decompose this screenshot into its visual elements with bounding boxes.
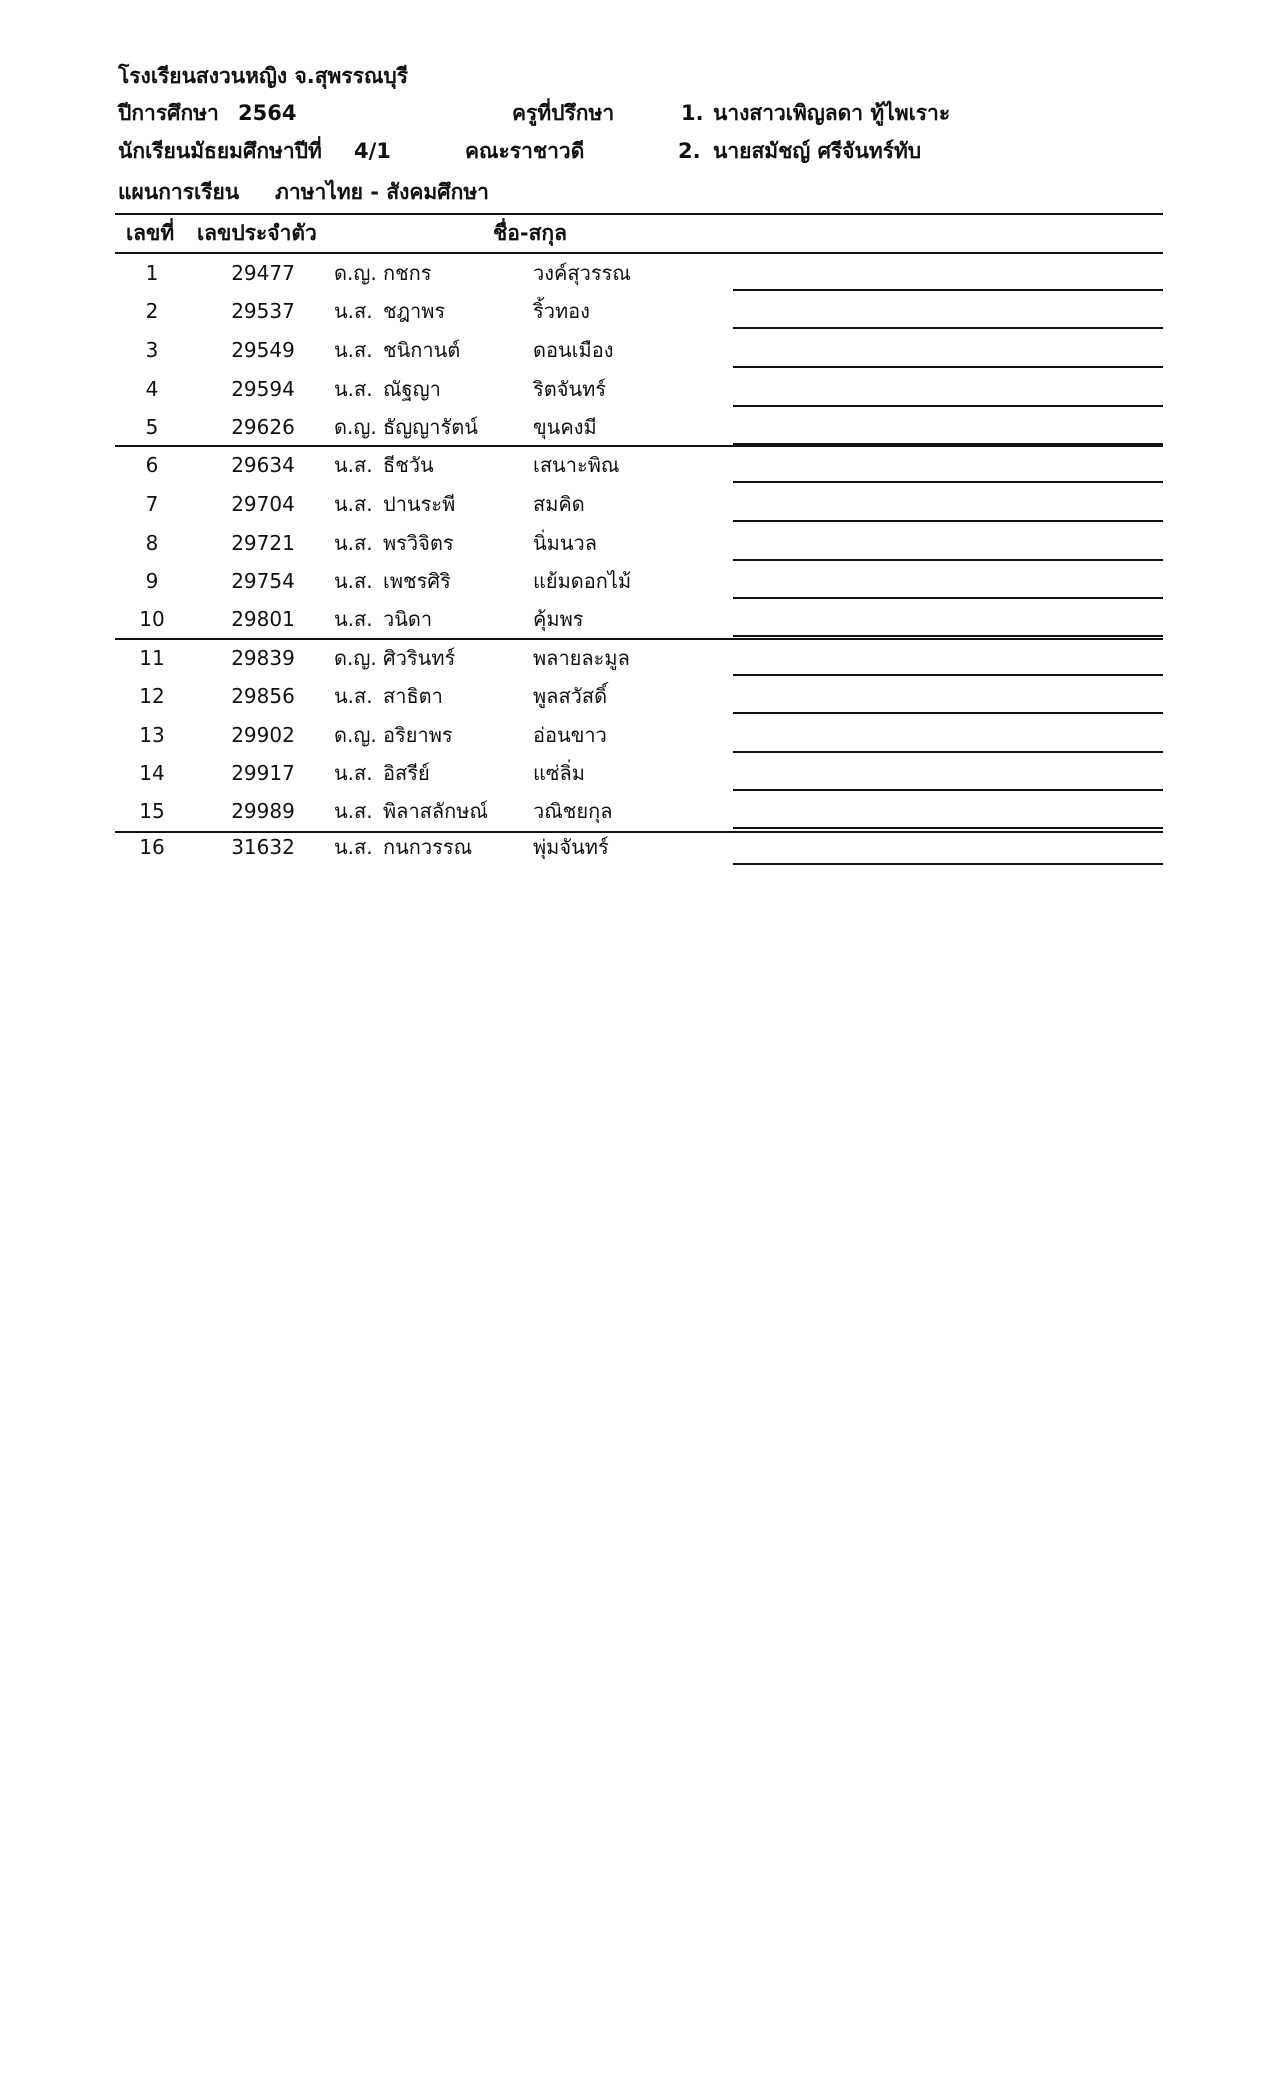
signature-line: [733, 789, 1163, 791]
name-prefix: ด.ญ.: [334, 261, 377, 285]
table-row: [0, 446, 1275, 484]
signature-line: [733, 597, 1163, 599]
table-row: [0, 828, 1275, 866]
row-number: 11: [139, 646, 165, 670]
name-prefix: น.ส.: [334, 761, 373, 785]
name-prefix: น.ส.: [334, 338, 373, 362]
name-prefix: น.ส.: [334, 835, 373, 859]
row-number: 15: [139, 799, 165, 823]
name-prefix: น.ส.: [334, 684, 373, 708]
first-name: กนกวรรณ: [383, 835, 473, 859]
table-row: [0, 792, 1275, 830]
signature-line: [733, 289, 1163, 291]
student-id: 29537: [231, 299, 295, 323]
student-id: 29704: [231, 492, 295, 516]
row-number: 5: [145, 415, 159, 439]
last-name: คุ้มพร: [533, 607, 584, 631]
last-name: พลายละมูล: [533, 646, 630, 670]
student-id: 29917: [231, 761, 295, 785]
student-id: 29839: [231, 646, 295, 670]
school-name: โรงเรียนสงวนหญิง จ.สุพรรณบุรี: [118, 64, 409, 88]
row-number: 10: [139, 607, 165, 631]
first-name: ธัญญารัตน์: [383, 415, 478, 439]
last-name: ริตจันทร์: [533, 377, 607, 401]
table-row: [0, 600, 1275, 638]
last-name: พุ่มจันทร์: [533, 835, 609, 859]
last-name: แย้มดอกไม้: [533, 569, 632, 593]
first-name: เพชรศิริ: [383, 569, 451, 593]
first-name: ศิวรินทร์: [383, 646, 456, 670]
last-name: ริ้วทอง: [533, 299, 590, 323]
table-row: [0, 716, 1275, 754]
last-name: นิ่มนวล: [533, 531, 598, 555]
column-header-full-name: ชื่อ-สกุล: [493, 221, 567, 245]
advisor-2-number: 2.: [678, 139, 701, 163]
row-number: 6: [145, 453, 159, 477]
signature-line: [733, 751, 1163, 753]
first-name: วนิดา: [383, 607, 433, 631]
last-name: พูลสวัสดิ์: [533, 684, 608, 708]
column-header-number: เลขที่: [126, 221, 175, 245]
first-name: อิสรีย์: [383, 761, 430, 785]
table-row: [0, 408, 1275, 446]
student-id: 29989: [231, 799, 295, 823]
last-name: เสนาะพิณ: [533, 453, 620, 477]
student-id: 29902: [231, 723, 295, 747]
first-name: ชฎาพร: [383, 299, 446, 323]
signature-line: [733, 559, 1163, 561]
last-name: วณิชยกุล: [533, 799, 613, 823]
student-id: 29477: [231, 261, 295, 285]
table-row: [0, 754, 1275, 792]
table-top-rule: [115, 213, 1163, 215]
first-name: อริยาพร: [383, 723, 453, 747]
signature-line: [733, 327, 1163, 329]
first-name: ชนิกานต์: [383, 338, 461, 362]
row-number: 9: [145, 569, 159, 593]
row-number: 14: [139, 761, 165, 785]
group-separator-rule: [115, 831, 1163, 833]
group-separator-rule: [115, 638, 1163, 640]
table-row: [0, 485, 1275, 523]
name-prefix: ด.ญ.: [334, 646, 377, 670]
signature-line: [733, 635, 1163, 637]
first-name: ธีชวัน: [383, 453, 434, 477]
advisor-1-number: 1.: [681, 101, 704, 125]
table-row: [0, 677, 1275, 715]
academic-year-value: 2564: [238, 101, 297, 125]
first-name: ณัฐญา: [383, 377, 441, 401]
name-prefix: ด.ญ.: [334, 723, 377, 747]
grade-value: 4/1: [354, 139, 391, 163]
student-id: 29634: [231, 453, 295, 477]
academic-year-label: ปีการศึกษา: [118, 101, 219, 125]
column-header-student-id: เลขประจำตัว: [197, 221, 317, 245]
row-number: 12: [139, 684, 165, 708]
student-id: 29626: [231, 415, 295, 439]
signature-line: [733, 481, 1163, 483]
first-name: พรวิจิตร: [383, 531, 454, 555]
student-id: 29856: [231, 684, 295, 708]
signature-line: [733, 863, 1163, 865]
advisor-label: ครูที่ปรึกษา: [512, 101, 615, 125]
table-row: [0, 524, 1275, 562]
signature-line: [733, 520, 1163, 522]
name-prefix: น.ส.: [334, 299, 373, 323]
student-id: 29549: [231, 338, 295, 362]
student-id: 29594: [231, 377, 295, 401]
last-name: วงค์สุวรรณ: [533, 261, 631, 285]
advisor-2-name: นายสมัชญ์ ศรีจันทร์ทับ: [713, 139, 922, 163]
faculty-name: คณะราชาวดี: [465, 139, 585, 163]
grade-label: นักเรียนมัธยมศึกษาปีที่: [118, 139, 322, 163]
last-name: สมคิด: [533, 492, 585, 516]
first-name: ปานระพี: [383, 492, 456, 516]
name-prefix: น.ส.: [334, 607, 373, 631]
signature-line: [733, 674, 1163, 676]
signature-line: [733, 405, 1163, 407]
last-name: แซ่ลิ่ม: [533, 761, 585, 785]
row-number: 13: [139, 723, 165, 747]
last-name: ดอนเมือง: [533, 338, 614, 362]
table-row: [0, 562, 1275, 600]
student-id: 29754: [231, 569, 295, 593]
student-id: 29801: [231, 607, 295, 631]
first-name: กชกร: [383, 261, 432, 285]
student-id: 29721: [231, 531, 295, 555]
group-separator-rule: [115, 445, 1163, 447]
table-row: [0, 254, 1275, 292]
row-number: 7: [145, 492, 159, 516]
name-prefix: น.ส.: [334, 531, 373, 555]
name-prefix: น.ส.: [334, 377, 373, 401]
first-name: พิลาสลักษณ์: [383, 799, 488, 823]
name-prefix: น.ส.: [334, 453, 373, 477]
first-name: สาธิตา: [383, 684, 443, 708]
advisor-1-name: นางสาวเพิญลดา ทู้ไพเราะ: [713, 101, 951, 125]
study-plan-value: ภาษาไทย - สังคมศึกษา: [275, 180, 489, 204]
row-number: 3: [145, 338, 159, 362]
row-number: 8: [145, 531, 159, 555]
last-name: ขุนคงมี: [533, 415, 597, 439]
table-row: [0, 331, 1275, 369]
table-row: [0, 292, 1275, 330]
name-prefix: ด.ญ.: [334, 415, 377, 439]
student-id: 31632: [231, 835, 295, 859]
row-number: 1: [145, 261, 159, 285]
name-prefix: น.ส.: [334, 799, 373, 823]
signature-line: [733, 366, 1163, 368]
table-row: [0, 639, 1275, 677]
name-prefix: น.ส.: [334, 569, 373, 593]
row-number: 4: [145, 377, 159, 401]
last-name: อ่อนขาว: [533, 723, 607, 747]
name-prefix: น.ส.: [334, 492, 373, 516]
row-number: 2: [145, 299, 159, 323]
table-row: [0, 370, 1275, 408]
row-number: 16: [139, 835, 165, 859]
signature-line: [733, 712, 1163, 714]
study-plan-label: แผนการเรียน: [118, 180, 240, 204]
